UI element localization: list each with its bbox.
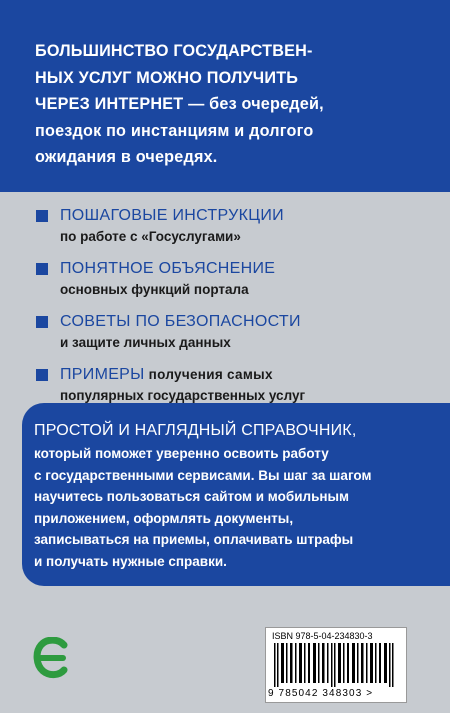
summary-panel — [22, 403, 450, 586]
feature-title-row — [60, 364, 430, 386]
feature-title: СОВЕТЫ ПО БЕЗОПАСНОСТИ — [60, 313, 301, 330]
intro-text — [35, 38, 430, 171]
barcode — [265, 627, 407, 703]
feature-inline-text: получения самых — [144, 367, 273, 382]
isbn-text: ISBN 978-5-04-234830-3 — [272, 631, 373, 641]
square-bullet-icon — [36, 263, 48, 275]
feature-desc: и защите личных данных — [60, 335, 231, 350]
panel-title: ПРОСТОЙ И НАГЛЯДНЫЙ СПРАВОЧНИК, — [34, 422, 357, 439]
square-bullet-icon — [36, 210, 48, 222]
feature-item — [60, 364, 430, 406]
panel-line: который поможет уверенно освоить работу — [34, 446, 329, 461]
barcode-digits: 9 785042 348303 > — [268, 688, 374, 699]
feature-title: ПРИМЕРЫ — [60, 366, 145, 383]
feature-desc: по работе с «Госуслугами» — [60, 229, 241, 244]
intro-line: поездок по инстанциям и долгого — [35, 121, 314, 140]
eksmo-logo-icon — [33, 637, 71, 679]
intro-line: ожидания в очередях. — [35, 148, 218, 166]
feature-desc: популярных государственных услуг — [60, 388, 306, 403]
feature-title: ПОШАГОВЫЕ ИНСТРУКЦИИ — [60, 207, 284, 224]
barcode-bars-icon — [272, 643, 400, 687]
feature-item — [60, 205, 430, 247]
panel-line: с государственными сервисами. Вы шаг за шагом — [34, 467, 372, 483]
feature-item — [60, 258, 430, 300]
panel-line: и получать нужные справки. — [34, 553, 227, 569]
feature-item — [60, 311, 430, 353]
square-bullet-icon — [36, 316, 48, 328]
panel-body — [34, 443, 434, 572]
intro-line: БОЛЬШИНСТВО ГОСУДАРСТВЕН- — [35, 42, 313, 60]
top-banner — [0, 0, 450, 192]
panel-line: записываться на приемы, оплачивать штрафы — [34, 532, 354, 547]
features-list — [60, 205, 430, 417]
intro-line: НЫХ УСЛУГ МОЖНО ПОЛУЧИТЬ — [35, 68, 299, 87]
intro-line: ЧЕРЕЗ ИНТЕРНЕТ — без очередей, — [35, 95, 324, 113]
feature-title: ПОНЯТНОЕ ОБЪЯСНЕНИЕ — [60, 260, 276, 277]
feature-desc: основных функций портала — [60, 282, 249, 297]
panel-line: научитесь пользоваться сайтом и мобильным — [34, 489, 350, 504]
panel-line: приложением, оформлять документы, — [34, 510, 294, 526]
square-bullet-icon — [36, 369, 48, 381]
